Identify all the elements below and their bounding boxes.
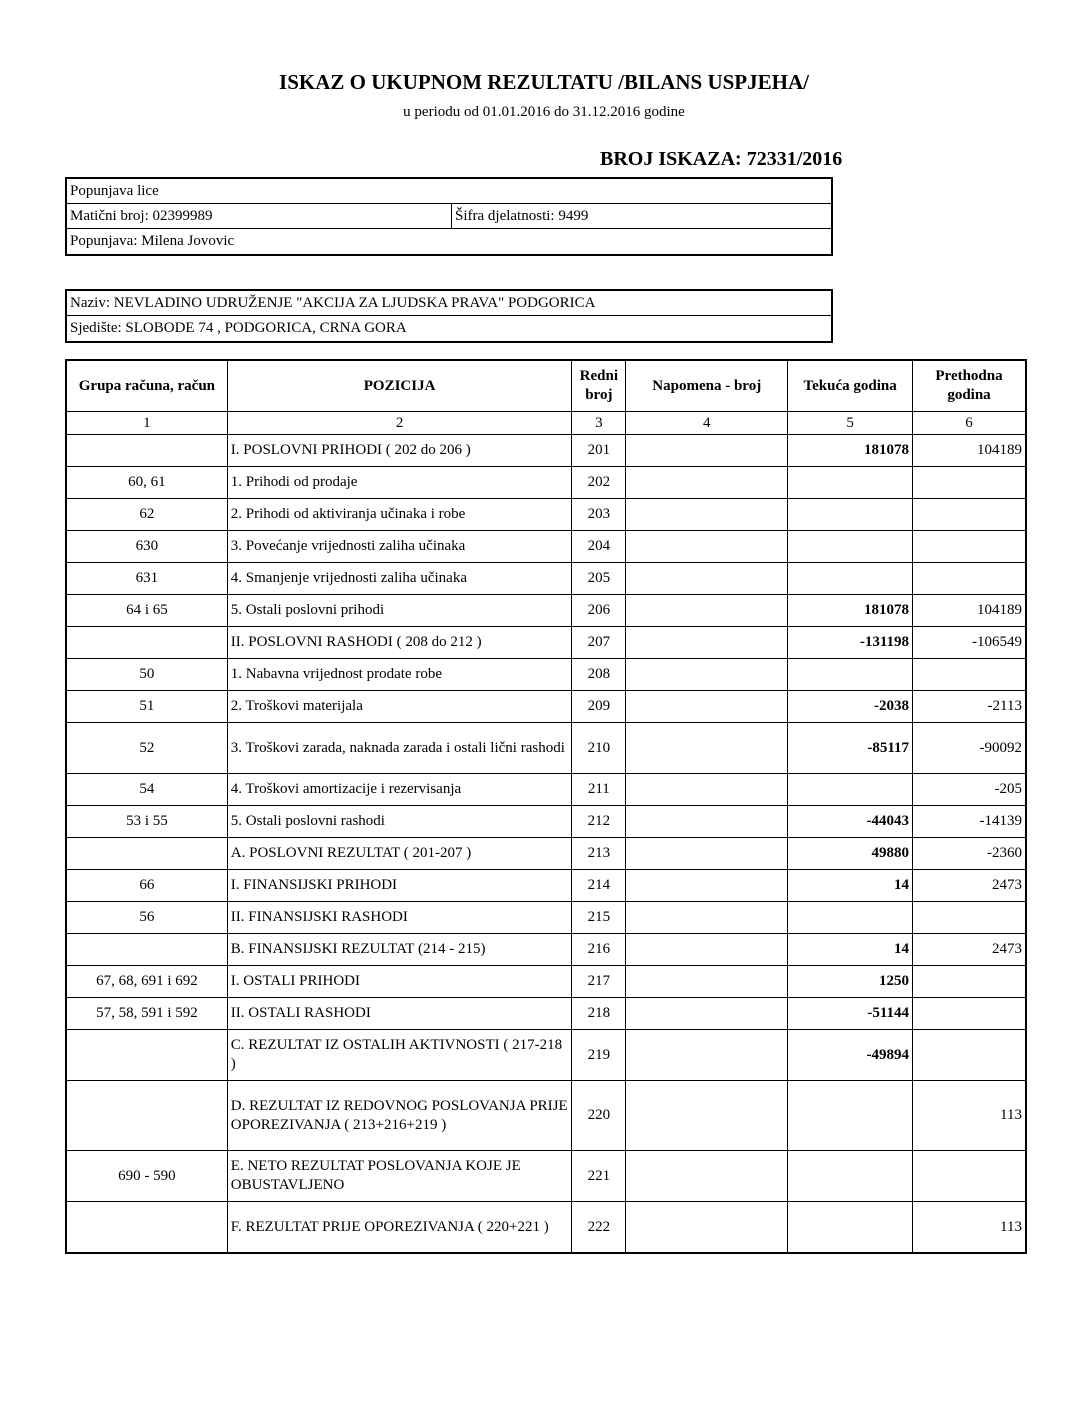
registration-number: Matični broj: 02399989 (67, 204, 452, 228)
table-row (66, 627, 1026, 659)
id-row (67, 204, 831, 229)
cell-previous-year: -106549 (913, 627, 1026, 659)
cell-note (626, 467, 788, 499)
cell-note (626, 934, 788, 966)
table-row (66, 966, 1026, 998)
cell-current-year (788, 563, 913, 595)
cell-ordinal: 203 (572, 499, 626, 531)
cell-previous-year: 113 (913, 1202, 1026, 1254)
filled-by: Popunjava: Milena Jovovic (70, 233, 235, 249)
cell-ordinal: 222 (572, 1202, 626, 1254)
cell-note (626, 774, 788, 806)
cell-current-year (788, 659, 913, 691)
cell-current-year: -44043 (788, 806, 913, 838)
cell-current-year (788, 531, 913, 563)
period-subtitle: u periodu od 01.01.2016 do 31.12.2016 godine (403, 104, 685, 120)
cell-note (626, 691, 788, 723)
cell-previous-year: -2360 (913, 838, 1026, 870)
cell-previous-year: 113 (913, 1081, 1026, 1151)
cell-note (626, 998, 788, 1030)
cell-note (626, 806, 788, 838)
cell-account-group: 53 i 55 (66, 806, 227, 838)
cell-current-year: 49880 (788, 838, 913, 870)
activity-code: Šifra djelatnosti: 9499 (455, 208, 589, 224)
cell-ordinal: 206 (572, 595, 626, 627)
cell-current-year: -51144 (788, 998, 913, 1030)
cell-ordinal: 207 (572, 627, 626, 659)
cell-position: 3. Troškovi zarada, naknada zarada i ostali lični rashodi (227, 723, 572, 774)
cell-account-group: 52 (66, 723, 227, 774)
cell-ordinal: 214 (572, 870, 626, 902)
col-header-note: Napomena - broj (626, 360, 788, 412)
table-row (66, 531, 1026, 563)
cell-position: II. OSTALI RASHODI (227, 998, 572, 1030)
cell-previous-year (913, 1151, 1026, 1202)
cell-current-year (788, 902, 913, 934)
cell-account-group: 630 (66, 531, 227, 563)
cell-account-group: 56 (66, 902, 227, 934)
cell-previous-year: 2473 (913, 934, 1026, 966)
cell-current-year (788, 1202, 913, 1254)
cell-note (626, 723, 788, 774)
cell-ordinal: 218 (572, 998, 626, 1030)
cell-ordinal: 220 (572, 1081, 626, 1151)
col-number: 6 (913, 412, 1026, 435)
table-row (66, 467, 1026, 499)
col-number: 4 (626, 412, 788, 435)
cell-account-group (66, 435, 227, 467)
cell-account-group (66, 934, 227, 966)
table-row (66, 1151, 1026, 1202)
cell-position: A. POSLOVNI REZULTAT ( 201-207 ) (227, 838, 572, 870)
cell-position: 5. Ostali poslovni rashodi (227, 806, 572, 838)
cell-previous-year (913, 531, 1026, 563)
cell-position: 5. Ostali poslovni prihodi (227, 595, 572, 627)
statement-number: BROJ ISKAZA: 72331/2016 (600, 148, 843, 170)
cell-position: 1. Prihodi od prodaje (227, 467, 572, 499)
cell-account-group: 57, 58, 591 i 592 (66, 998, 227, 1030)
cell-position: E. NETO REZULTAT POSLOVANJA KOJE JE OBUSTAVLJENO (227, 1151, 572, 1202)
cell-ordinal: 216 (572, 934, 626, 966)
cell-current-year: -85117 (788, 723, 913, 774)
table-row (66, 838, 1026, 870)
cell-current-year (788, 499, 913, 531)
cell-account-group: 66 (66, 870, 227, 902)
cell-account-group: 60, 61 (66, 467, 227, 499)
cell-previous-year: 104189 (913, 595, 1026, 627)
col-number: 5 (788, 412, 913, 435)
cell-note (626, 902, 788, 934)
table-row (66, 1030, 1026, 1081)
cell-position: I. OSTALI PRIHODI (227, 966, 572, 998)
column-number-row (66, 412, 1026, 435)
cell-position: 2. Prihodi od aktiviranja učinaka i robe (227, 499, 572, 531)
cell-ordinal: 205 (572, 563, 626, 595)
cell-position: 2. Troškovi materijala (227, 691, 572, 723)
cell-note (626, 966, 788, 998)
cell-note (626, 659, 788, 691)
cell-position: D. REZULTAT IZ REDOVNOG POSLOVANJA PRIJE OPOREZIVANJA ( 213+216+219 ) (227, 1081, 572, 1151)
table-row (66, 563, 1026, 595)
cell-account-group: 690 - 590 (66, 1151, 227, 1202)
cell-position: 4. Smanjenje vrijednosti zaliha učinaka (227, 563, 572, 595)
table-row (66, 595, 1026, 627)
cell-account-group (66, 1030, 227, 1081)
table-row (66, 499, 1026, 531)
cell-ordinal: 221 (572, 1151, 626, 1202)
table-row (66, 691, 1026, 723)
cell-ordinal: 204 (572, 531, 626, 563)
cell-note (626, 531, 788, 563)
cell-previous-year (913, 659, 1026, 691)
cell-previous-year: -14139 (913, 806, 1026, 838)
cell-note (626, 563, 788, 595)
cell-note (626, 1151, 788, 1202)
cell-note (626, 595, 788, 627)
cell-position: B. FINANSIJSKI REZULTAT (214 - 215) (227, 934, 572, 966)
col-header-previous-year: Prethodna godina (913, 360, 1026, 412)
cell-previous-year (913, 998, 1026, 1030)
table-row (66, 806, 1026, 838)
cell-account-group: 62 (66, 499, 227, 531)
cell-ordinal: 211 (572, 774, 626, 806)
cell-note (626, 838, 788, 870)
organization-name: Naziv: NEVLADINO UDRUŽENJE "AKCIJA ZA LJUDSKA PRAVA" PODGORICA (67, 291, 831, 316)
cell-note (626, 1081, 788, 1151)
cell-account-group: 51 (66, 691, 227, 723)
cell-account-group: 631 (66, 563, 227, 595)
cell-current-year (788, 1151, 913, 1202)
col-header-account-group: Grupa računa, račun (66, 360, 227, 412)
cell-ordinal: 213 (572, 838, 626, 870)
cell-ordinal: 201 (572, 435, 626, 467)
cell-account-group: 64 i 65 (66, 595, 227, 627)
table-row (66, 1202, 1026, 1254)
cell-current-year: 14 (788, 870, 913, 902)
cell-note (626, 435, 788, 467)
cell-account-group (66, 1081, 227, 1151)
cell-current-year: -131198 (788, 627, 913, 659)
cell-account-group (66, 627, 227, 659)
table-header-row (66, 360, 1026, 412)
cell-ordinal: 219 (572, 1030, 626, 1081)
cell-ordinal: 208 (572, 659, 626, 691)
table-row (66, 435, 1026, 467)
table-row (66, 723, 1026, 774)
organization-address: Sjedište: SLOBODE 74 , PODGORICA, CRNA GORA (70, 320, 407, 336)
cell-previous-year (913, 467, 1026, 499)
cell-ordinal: 215 (572, 902, 626, 934)
cell-previous-year: -90092 (913, 723, 1026, 774)
page-title: ISKAZ O UKUPNOM REZULTATU /BILANS USPJEHA/ (279, 70, 809, 94)
cell-account-group: 67, 68, 691 i 692 (66, 966, 227, 998)
cell-previous-year (913, 1030, 1026, 1081)
cell-position: 1. Nabavna vrijednost prodate robe (227, 659, 572, 691)
cell-current-year (788, 1081, 913, 1151)
cell-current-year: -2038 (788, 691, 913, 723)
income-statement-table (65, 359, 1027, 1254)
cell-position: II. POSLOVNI RASHODI ( 208 do 212 ) (227, 627, 572, 659)
table-row (66, 934, 1026, 966)
table-row (66, 774, 1026, 806)
organization-box (65, 289, 833, 343)
cell-current-year (788, 774, 913, 806)
col-header-current-year: Tekuća godina (788, 360, 913, 412)
cell-previous-year (913, 499, 1026, 531)
cell-current-year: 181078 (788, 595, 913, 627)
cell-position: F. REZULTAT PRIJE OPOREZIVANJA ( 220+221 ) (227, 1202, 572, 1254)
cell-previous-year: -205 (913, 774, 1026, 806)
cell-note (626, 627, 788, 659)
cell-ordinal: 209 (572, 691, 626, 723)
cell-ordinal: 212 (572, 806, 626, 838)
col-number: 2 (227, 412, 572, 435)
cell-previous-year: -2113 (913, 691, 1026, 723)
cell-current-year (788, 467, 913, 499)
cell-note (626, 1202, 788, 1254)
filler-person-label: Popunjava lice (67, 179, 831, 204)
table-row (66, 998, 1026, 1030)
cell-account-group (66, 838, 227, 870)
cell-account-group: 50 (66, 659, 227, 691)
table-row (66, 902, 1026, 934)
cell-previous-year: 2473 (913, 870, 1026, 902)
cell-position: 3. Povećanje vrijednosti zaliha učinaka (227, 531, 572, 563)
cell-note (626, 1030, 788, 1081)
filler-info-box (65, 177, 833, 256)
table-row (66, 870, 1026, 902)
cell-previous-year: 104189 (913, 435, 1026, 467)
cell-current-year: -49894 (788, 1030, 913, 1081)
cell-current-year: 181078 (788, 435, 913, 467)
cell-account-group (66, 1202, 227, 1254)
cell-ordinal: 202 (572, 467, 626, 499)
col-number: 3 (572, 412, 626, 435)
cell-current-year: 1250 (788, 966, 913, 998)
col-header-position: POZICIJA (227, 360, 572, 412)
col-number: 1 (66, 412, 227, 435)
cell-position: I. POSLOVNI PRIHODI ( 202 do 206 ) (227, 435, 572, 467)
cell-position: C. REZULTAT IZ OSTALIH AKTIVNOSTI ( 217-218 ) (227, 1030, 572, 1081)
cell-note (626, 870, 788, 902)
cell-ordinal: 217 (572, 966, 626, 998)
cell-ordinal: 210 (572, 723, 626, 774)
cell-previous-year (913, 966, 1026, 998)
cell-position: I. FINANSIJSKI PRIHODI (227, 870, 572, 902)
table-row (66, 659, 1026, 691)
col-header-ordinal: Redni broj (572, 360, 626, 412)
table-row (66, 1081, 1026, 1151)
cell-position: II. FINANSIJSKI RASHODI (227, 902, 572, 934)
cell-account-group: 54 (66, 774, 227, 806)
cell-previous-year (913, 563, 1026, 595)
cell-current-year: 14 (788, 934, 913, 966)
cell-previous-year (913, 902, 1026, 934)
cell-note (626, 499, 788, 531)
cell-position: 4. Troškovi amortizacije i rezervisanja (227, 774, 572, 806)
